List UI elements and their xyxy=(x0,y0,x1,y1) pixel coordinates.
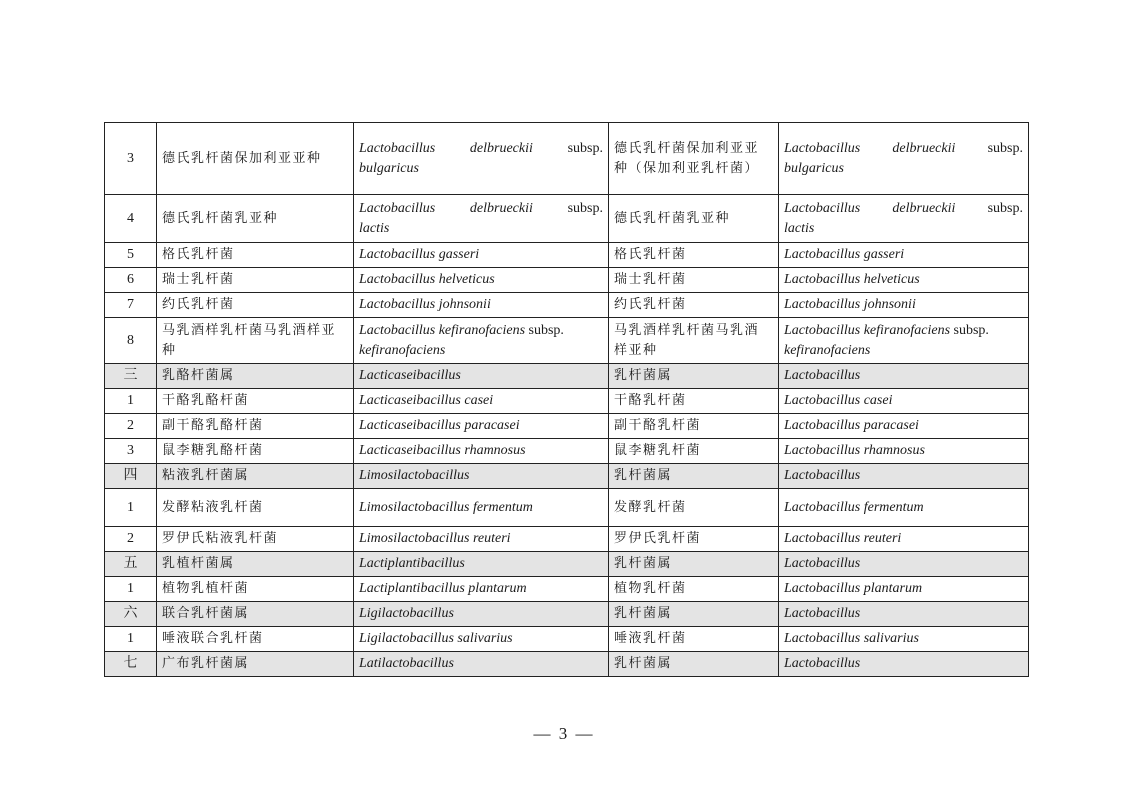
latin-name-new-cell: Ligilactobacillus salivarius xyxy=(354,627,609,652)
latin-name-old-cell: Lactobacillus xyxy=(779,552,1029,577)
subspecies-marker: subsp. xyxy=(953,322,989,338)
subspecies-marker: subsp. xyxy=(528,322,564,338)
row-index-cell: 五 xyxy=(105,552,157,577)
chinese-name-new-cell: 德氏乳杆菌保加利亚亚种 xyxy=(157,123,354,195)
chinese-name-new-cell: 粘液乳杆菌属 xyxy=(157,464,354,489)
latin-name-old-cell xyxy=(779,123,1029,195)
latin-name-new-cell: Lactiplantibacillus plantarum xyxy=(354,577,609,602)
row-index-cell: 6 xyxy=(105,268,157,293)
latin-binomial: Lactobacillus delbrueckii xyxy=(359,140,533,156)
latin-name-new-cell xyxy=(354,123,609,195)
chinese-name-old-cell: 罗伊氏乳杆菌 xyxy=(609,527,779,552)
chinese-name-old-cell: 德氏乳杆菌保加利亚亚种（保加利亚乳杆菌） xyxy=(609,123,779,195)
species-row xyxy=(105,414,1029,439)
latin-name-new-cell: Lactobacillus helveticus xyxy=(354,268,609,293)
row-index-cell: 8 xyxy=(105,318,157,364)
chinese-name-new-cell: 马乳酒样乳杆菌马乳酒样亚种 xyxy=(157,318,354,364)
latin-name-line xyxy=(784,321,1023,341)
latin-name-new-cell: Lactiplantibacillus xyxy=(354,552,609,577)
latin-name-old-cell: Lactobacillus plantarum xyxy=(779,577,1029,602)
chinese-name-old-cell: 乳杆菌属 xyxy=(609,652,779,677)
latin-name-new-cell: Lacticaseibacillus xyxy=(354,364,609,389)
chinese-name-new-cell: 唾液联合乳杆菌 xyxy=(157,627,354,652)
latin-name-new-cell: Lacticaseibacillus paracasei xyxy=(354,414,609,439)
chinese-name-new-cell: 广布乳杆菌属 xyxy=(157,652,354,677)
genus-row xyxy=(105,652,1029,677)
species-row xyxy=(105,268,1029,293)
genus-row xyxy=(105,602,1029,627)
row-index-cell: 1 xyxy=(105,627,157,652)
latin-name-old-cell: Lactobacillus xyxy=(779,652,1029,677)
latin-name-new-cell: Lactobacillus johnsonii xyxy=(354,293,609,318)
row-index-cell: 3 xyxy=(105,439,157,464)
genus-row xyxy=(105,552,1029,577)
species-row xyxy=(105,439,1029,464)
chinese-name-new-cell: 瑞士乳杆菌 xyxy=(157,268,354,293)
row-index-cell: 1 xyxy=(105,389,157,414)
subspecies-marker: subsp. xyxy=(567,140,603,156)
chinese-name-old-cell: 德氏乳杆菌乳亚种 xyxy=(609,195,779,243)
latin-name-new-cell: Lactobacillus gasseri xyxy=(354,243,609,268)
latin-name-new-cell: Lacticaseibacillus casei xyxy=(354,389,609,414)
chinese-name-old-cell: 乳杆菌属 xyxy=(609,464,779,489)
chinese-name-old-cell: 鼠李糖乳杆菌 xyxy=(609,439,779,464)
chinese-name-old-cell: 约氏乳杆菌 xyxy=(609,293,779,318)
latin-name-line xyxy=(784,139,1023,159)
row-index-cell: 7 xyxy=(105,293,157,318)
chinese-name-new-cell: 德氏乳杆菌乳亚种 xyxy=(157,195,354,243)
chinese-name-new-cell: 乳植杆菌属 xyxy=(157,552,354,577)
latin-name-new-cell: Limosilactobacillus reuteri xyxy=(354,527,609,552)
chinese-name-new-cell: 植物乳植杆菌 xyxy=(157,577,354,602)
latin-name-old-cell: Lactobacillus helveticus xyxy=(779,268,1029,293)
chinese-name-old-cell: 植物乳杆菌 xyxy=(609,577,779,602)
latin-name-new-cell: Latilactobacillus xyxy=(354,652,609,677)
row-index-cell: 1 xyxy=(105,489,157,527)
species-row xyxy=(105,293,1029,318)
chinese-name-new-cell: 干酪乳酪杆菌 xyxy=(157,389,354,414)
row-index-cell: 3 xyxy=(105,123,157,195)
latin-binomial: Lactobacillus delbrueckii xyxy=(784,140,956,156)
chinese-name-new-cell: 发酵粘液乳杆菌 xyxy=(157,489,354,527)
latin-subspecies-epithet: kefiranofaciens xyxy=(359,342,446,358)
latin-subspecies-epithet: lactis xyxy=(359,220,390,236)
subspecies-marker: subsp. xyxy=(987,200,1023,216)
latin-name-old-cell: Lactobacillus johnsonii xyxy=(779,293,1029,318)
latin-binomial: Lactobacillus delbrueckii xyxy=(359,200,533,216)
chinese-name-new-cell: 鼠李糖乳酪杆菌 xyxy=(157,439,354,464)
latin-subspecies-epithet: lactis xyxy=(784,220,815,236)
latin-name-line xyxy=(359,321,603,341)
species-row xyxy=(105,123,1029,195)
latin-name-old-cell: Lactobacillus xyxy=(779,602,1029,627)
chinese-name-new-cell: 联合乳杆菌属 xyxy=(157,602,354,627)
chinese-name-old-cell: 格氏乳杆菌 xyxy=(609,243,779,268)
chinese-name-old-cell: 乳杆菌属 xyxy=(609,552,779,577)
species-table-body xyxy=(105,123,1029,677)
chinese-name-old-cell: 干酪乳杆菌 xyxy=(609,389,779,414)
latin-name-old-cell: Lactobacillus xyxy=(779,364,1029,389)
subspecies-marker: subsp. xyxy=(987,140,1023,156)
latin-name-old-cell: Lactobacillus gasseri xyxy=(779,243,1029,268)
chinese-name-new-cell: 乳酪杆菌属 xyxy=(157,364,354,389)
latin-name-old-cell xyxy=(779,318,1029,364)
latin-name-line xyxy=(359,139,603,159)
species-row xyxy=(105,318,1029,364)
latin-name-old-cell: Lactobacillus reuteri xyxy=(779,527,1029,552)
row-index-cell: 三 xyxy=(105,364,157,389)
genus-row xyxy=(105,364,1029,389)
latin-name-old-cell xyxy=(779,195,1029,243)
species-row xyxy=(105,389,1029,414)
chinese-name-old-cell: 乳杆菌属 xyxy=(609,364,779,389)
row-index-cell: 2 xyxy=(105,527,157,552)
row-index-cell: 4 xyxy=(105,195,157,243)
species-row xyxy=(105,627,1029,652)
latin-name-line xyxy=(359,199,603,219)
latin-name-old-cell: Lactobacillus rhamnosus xyxy=(779,439,1029,464)
latin-name-new-cell xyxy=(354,195,609,243)
latin-name-old-cell: Lactobacillus salivarius xyxy=(779,627,1029,652)
species-row xyxy=(105,195,1029,243)
chinese-name-old-cell: 乳杆菌属 xyxy=(609,602,779,627)
chinese-name-old-cell: 唾液乳杆菌 xyxy=(609,627,779,652)
row-index-cell: 六 xyxy=(105,602,157,627)
latin-name-new-cell: Limosilactobacillus xyxy=(354,464,609,489)
chinese-name-new-cell: 罗伊氏粘液乳杆菌 xyxy=(157,527,354,552)
latin-subspecies-epithet: bulgaricus xyxy=(359,160,419,176)
row-index-cell: 5 xyxy=(105,243,157,268)
row-index-cell: 四 xyxy=(105,464,157,489)
chinese-name-old-cell: 发酵乳杆菌 xyxy=(609,489,779,527)
latin-subspecies-epithet: bulgaricus xyxy=(784,160,844,176)
species-table xyxy=(104,122,1029,677)
chinese-name-new-cell: 副干酪乳酪杆菌 xyxy=(157,414,354,439)
latin-subspecies-epithet: kefiranofaciens xyxy=(784,342,871,358)
species-row xyxy=(105,489,1029,527)
latin-binomial: Lactobacillus delbrueckii xyxy=(784,200,956,216)
chinese-name-old-cell: 副干酪乳杆菌 xyxy=(609,414,779,439)
latin-name-old-cell: Lactobacillus casei xyxy=(779,389,1029,414)
subspecies-marker: subsp. xyxy=(567,200,603,216)
latin-name-new-cell: Ligilactobacillus xyxy=(354,602,609,627)
chinese-name-new-cell: 约氏乳杆菌 xyxy=(157,293,354,318)
chinese-name-old-cell: 马乳酒样乳杆菌马乳酒样亚种 xyxy=(609,318,779,364)
latin-name-old-cell: Lactobacillus xyxy=(779,464,1029,489)
latin-binomial: Lactobacillus kefiranofaciens xyxy=(359,322,526,338)
chinese-name-new-cell: 格氏乳杆菌 xyxy=(157,243,354,268)
latin-name-new-cell: Lacticaseibacillus rhamnosus xyxy=(354,439,609,464)
row-index-cell: 2 xyxy=(105,414,157,439)
row-index-cell: 七 xyxy=(105,652,157,677)
species-row xyxy=(105,527,1029,552)
latin-name-new-cell: Limosilactobacillus fermentum xyxy=(354,489,609,527)
species-row xyxy=(105,577,1029,602)
chinese-name-old-cell: 瑞士乳杆菌 xyxy=(609,268,779,293)
species-row xyxy=(105,243,1029,268)
latin-name-line xyxy=(784,199,1023,219)
latin-name-old-cell: Lactobacillus paracasei xyxy=(779,414,1029,439)
latin-binomial: Lactobacillus kefiranofaciens xyxy=(784,322,951,338)
latin-name-new-cell xyxy=(354,318,609,364)
latin-name-old-cell: Lactobacillus fermentum xyxy=(779,489,1029,527)
row-index-cell: 1 xyxy=(105,577,157,602)
page-number: — 3 — xyxy=(533,724,595,743)
genus-row xyxy=(105,464,1029,489)
